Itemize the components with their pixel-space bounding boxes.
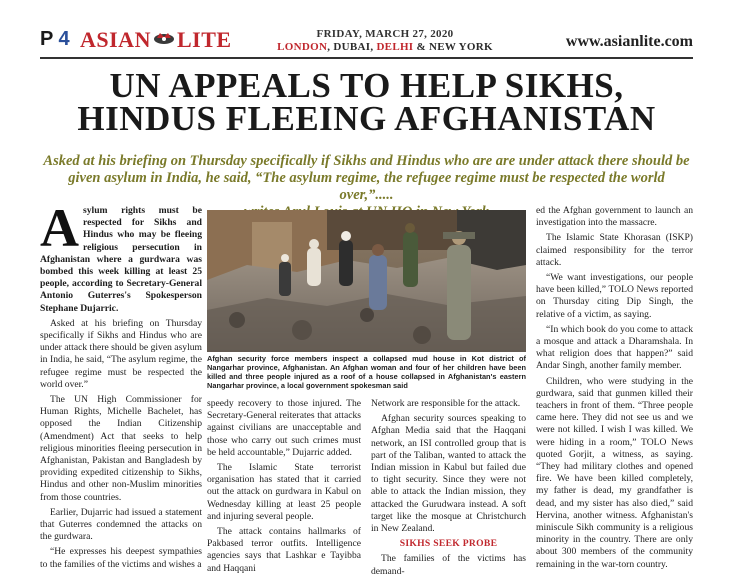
- lead-paragraph: [40, 198, 202, 315]
- edition-city: DELHI: [376, 41, 414, 53]
- page-prefix: P: [40, 28, 53, 50]
- edition-city: NEW YORK: [428, 41, 493, 53]
- paragraph: The attack contains hallmarks of Pakbased terror outfits. Intelligence agencies says that Lashkar e Tayibba and Haqqani: [207, 526, 361, 574]
- paragraph: The families of the victims has demand-: [371, 553, 526, 577]
- paragraph: Network are responsible for the attack.: [371, 398, 521, 409]
- paragraph: Children, who were studying in the gurdwara, said that gunmen killed their teachers in front of them. “Three people came here. They did not see us and we were not killed. I wish I was killed. We were hiding in a room,” TOLO News quoted Gorjit, a witness, as saying. “They had military clothes and opened fire. We have been killed completely, my father is dead, my grandfather is dead, and my sister has also died,” said Hervina, another witness. Afghanistan's miniscule Sikh community is a religious minority in the country. There are only about 300 members of the community remaining in the war-torn country.: [536, 375, 693, 570]
- article-column-4: [536, 205, 693, 574]
- paragraph: “We want investigations, our people have been killed,” TOLO News reported on Thursday citing Dip Singh, the relative of a victim, as saying.: [536, 272, 693, 320]
- masthead: [0, 0, 733, 58]
- paragraph: Earlier, Dujarric had issued a statement that Guterres condemned the attacks on the gurdwara.: [40, 506, 202, 543]
- masthead-rule: [40, 57, 693, 59]
- edition-city: LONDON: [277, 41, 328, 53]
- website-url[interactable]: www.asianlite.com: [565, 33, 693, 50]
- photo-caption: Afghan security force members inspect a collapsed mud house in Kot district of Nangarhar province, Afghanistan. An Afghan woman and four of her children have been killed and three people injured as a roof of a house collapsed in Afghanistan's eastern Nangarhar province, a local government spokesman said: [207, 354, 526, 390]
- issue-date: FRIDAY, MARCH 27, 2020: [316, 28, 454, 40]
- standfirst-line: Asked at his briefing on Thursday specifically if Sikhs and Hindus who are are under attack there should be: [43, 153, 690, 169]
- paragraph: Afghan security sources speaking to Afghan Media said that the Haqqani network, an ISI controlled group that is part of the Taliban, wanted to attack the Indian mission in Kabul but failed due to tight security. Since they were not able to attack the Indian mission, they attacked the Gurudwara instead. A soft target like the mosque at Christchurch in New Zealand.: [371, 413, 526, 535]
- edition-city: ,: [327, 41, 334, 53]
- paragraph: speedy recovery to those injured. The Secretary-General reiterates that attacks against civilians are unacceptable and those who carry out such crimes must be held accountable,” Dujarric added.: [207, 398, 361, 458]
- subheading: SIKHS SEEK PROBE: [399, 538, 498, 550]
- brand-left: ASIAN: [80, 27, 151, 52]
- headline-line: HINDUS FLEEING AFGHANISTAN: [77, 99, 656, 138]
- article-column-3: [371, 398, 526, 580]
- headline: [40, 66, 693, 138]
- article-column-2: [207, 398, 361, 578]
- paragraph: “He expresses his deepest sympathies to the families of the victims and wishes a: [40, 546, 202, 570]
- paragraph: “In which book do you come to attack a mosque and attack a Dharamshala. In what religion does that happen?” said Andar Singh, another family member.: [536, 323, 693, 372]
- paragraph: The UN High Commissioner for Human Rights, Michelle Bachelet, has opposed the Indian Citizenship (Amendment) Act that seeks to help religious minorities fleeing persecution in Afghanistan, Pakistan and Bangladesh by providing expedited citizenship to Sikhs, Hindus and other non-Muslim minorities from those countries.: [40, 394, 202, 503]
- paragraph: ed the Afghan government to launch an investigation into the massacre.: [536, 205, 693, 229]
- page-number: [40, 28, 70, 51]
- brand-logo: [80, 27, 232, 53]
- crown-emblem-icon: [153, 31, 175, 45]
- drop-cap: A: [40, 198, 79, 258]
- news-photo: [207, 210, 526, 352]
- news-photo-block: [207, 210, 526, 396]
- brand-right: LITE: [176, 27, 232, 52]
- edition-cities: [270, 41, 500, 54]
- article-column-1: [40, 198, 202, 574]
- paragraph: Asked at his briefing on Thursday specifically if Sikhs and Hindus who are under attack there should be given asylum in India, he said, “The asylum regime, the refugee regime must be respected the world over.”: [40, 317, 202, 390]
- lead-text: sylum rights must be respected for Sikhs and Hindus who may be fleeing religious persecution in Afghanistan where a gurdwara was bombed this week killing at least 25 people, according to Secretary-General Antonio Guterres's Spokesperson Stephane Dujarric.: [40, 205, 202, 314]
- edition-city: ,: [370, 41, 377, 53]
- edition-city: DUBAI: [333, 41, 371, 53]
- dateline: [270, 28, 500, 54]
- page-number-value: 4: [58, 28, 70, 50]
- headline-line: UN APPEALS TO HELP SIKHS,: [109, 66, 624, 105]
- edition-city: &: [413, 41, 429, 53]
- standfirst-line: given asylum in India, he said, “The asylum regime, the refugee regime must be respected the world over,”.....: [68, 170, 665, 203]
- paragraph: The Islamic State Khorasan (ISKP) claimed responsibility for the terror attack.: [536, 232, 693, 268]
- paragraph: The Islamic State terrorist organisation has stated that it carried out the attack on gurdwara in Kabul on Wednesday killing at least 25 people and injuring several people.: [207, 462, 361, 522]
